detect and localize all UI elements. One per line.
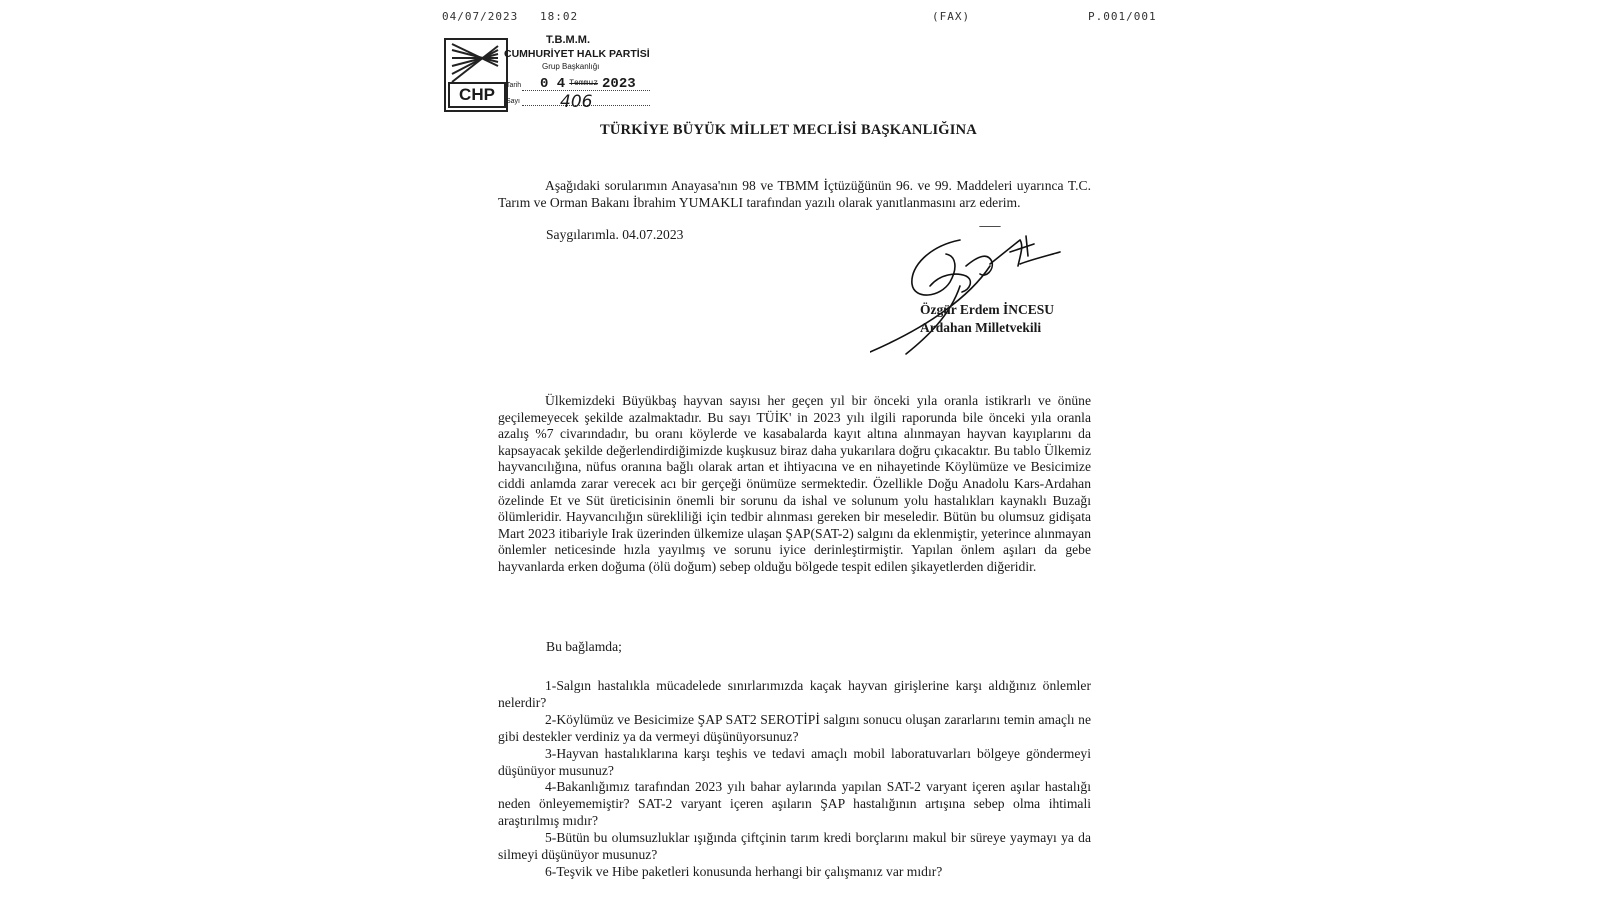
- questions-list: [498, 678, 1091, 881]
- context-label: Bu bağlamda;: [546, 639, 622, 654]
- question-item: 1-Salgın hastalıkla mücadelede sınırlarımızda kaçak hayvan girişlerine karşı aldığınız önlemler nelerdir?: [498, 678, 1091, 710]
- intro-paragraph: Aşağıdaki sorularımın Anayasa'nın 98 ve TBMM İçtüzüğünün 96. ve 99. Maddeleri uyarınca T.C. Tarım ve Orman Bakanı İbrahim YUMAKLI tarafından yazılı olarak yanıtlanmasını arz ederim.: [498, 178, 1091, 210]
- stamp-date: [540, 76, 636, 92]
- question-item: 6-Teşvik ve Hibe paketleri konusunda herhangi bir çalışmanız var mıdır?: [545, 863, 943, 879]
- signatory-title: Ardahan Milletvekili: [920, 320, 1042, 335]
- question-item: 3-Hayvan hastalıklarına karşı teşhis ve tedavi amaçlı mobil laboratuvarları bölgeye göndermeyi düşünüyor musunuz?: [498, 745, 1091, 778]
- six-arrows-icon: [450, 42, 502, 86]
- stamp-date-day: 0 4: [540, 76, 566, 92]
- stamp-number-label: Sayı: [506, 98, 521, 105]
- stamp-date-year: 2023: [602, 76, 636, 92]
- fax-date: 04/07/2023: [442, 10, 519, 23]
- greeting: Saygılarımla. 04.07.2023: [546, 227, 684, 242]
- page-title: TÜRKİYE BÜYÜK MİLLET MECLİSİ BAŞKANLIĞINA: [600, 122, 977, 138]
- received-stamp: [444, 34, 656, 110]
- stamp-party-name: CUMHURİYET HALK PARTİSİ: [504, 48, 650, 60]
- stamp-date-month: Temmuz: [569, 78, 599, 88]
- fax-mode: (FAX): [932, 10, 971, 23]
- handwritten-signature: [870, 226, 1070, 366]
- question-item: 2-Köylümüz ve Besicimize ŞAP SAT2 SEROTİPİ salgını sonucu oluşan zararlarını temin amaçlı ne gibi destekler verdiniz ya da vermeyi düşünüyorsunuz?: [498, 711, 1091, 744]
- body-paragraph: Ülkemizdeki Büyükbaş hayvan sayısı her geçen yıl bir önceki yıla oranla istikrarlı ve önüne geçilemeyecek şekilde azalmaktadır. Bu sayı TÜİK' in 2023 yılı ilgili raporunda bile önceki yıla oranla azalış %7 civarındadır, bu oranı köylerde ve kasabalarda kayıt altına alınmayan hayvan kayıplarını da kapsayacak şekilde değerlendirdiğimizde kuşkusuz biraz daha yukarılara doğru çıkacaktır. Bu tablo Ülkemiz hayvancılığına, nüfus oranına bağlı olarak artan et ihtiyacına ve en nihayetinde Köylümüze ve Besicimize ciddi anlamda zarar verecek acı bir gerçeği önümüze sermektedir. Özellikle Doğu Anadolu Kars-Ardahan özelinde Et ve Süt üreticisinin önemli bir sorunu da ishal ve solunum yolu hastalıkları kaynaklı Buzağı ölümleridir. Hayvancılığın sürekliliği için tedbir alınması gereken bir meseledir. Bütün bu olumsuz gidişata Mart 2023 itibariyle Irak üzerinden ülkemize ulaşan ŞAP(SAT-2) salgını da eklenmiştir, yeterince alınmayan önlemler neticesinde hızla yayılmış ve sorunu iyice derinleştirmiştir. Yapılan önlem aşıları da gebe hayvanlarda erken doğuma (ölü doğum) sebep olduğu bölgede tespit edilen şikayetlerden diğeridir.: [498, 393, 1091, 574]
- question-item: 5-Bütün bu olumsuzluklar ışığında çiftçinin tarım kredi borçlarını makul bir süreye yaymayı ya da silmeyi düşünüyor musunuz?: [498, 830, 1091, 863]
- stamp-date-label: Tarih: [506, 82, 522, 89]
- stamp-department: Grup Başkanlığı: [542, 62, 600, 71]
- question-item: 4-Bakanlığımız tarafından 2023 yılı bahar aylarında yapılan SAT-2 varyant içeren aşılar hastalığı neden önleyememiştir? SAT-2 varyant içeren aşıların ŞAP hastalığının artışına sebep olma ihtimali araştırılmış mıdır?: [498, 779, 1091, 829]
- stamp-institution: T.B.M.M.: [546, 34, 590, 46]
- party-logo-text: CHP: [448, 82, 506, 108]
- fax-time: 18:02: [540, 10, 579, 23]
- stamp-number: 406: [560, 92, 593, 112]
- fax-page-number: P.001/001: [1088, 10, 1157, 23]
- signatory-name: Özgür Erdem İNCESU: [920, 302, 1055, 317]
- party-logo: [444, 38, 508, 112]
